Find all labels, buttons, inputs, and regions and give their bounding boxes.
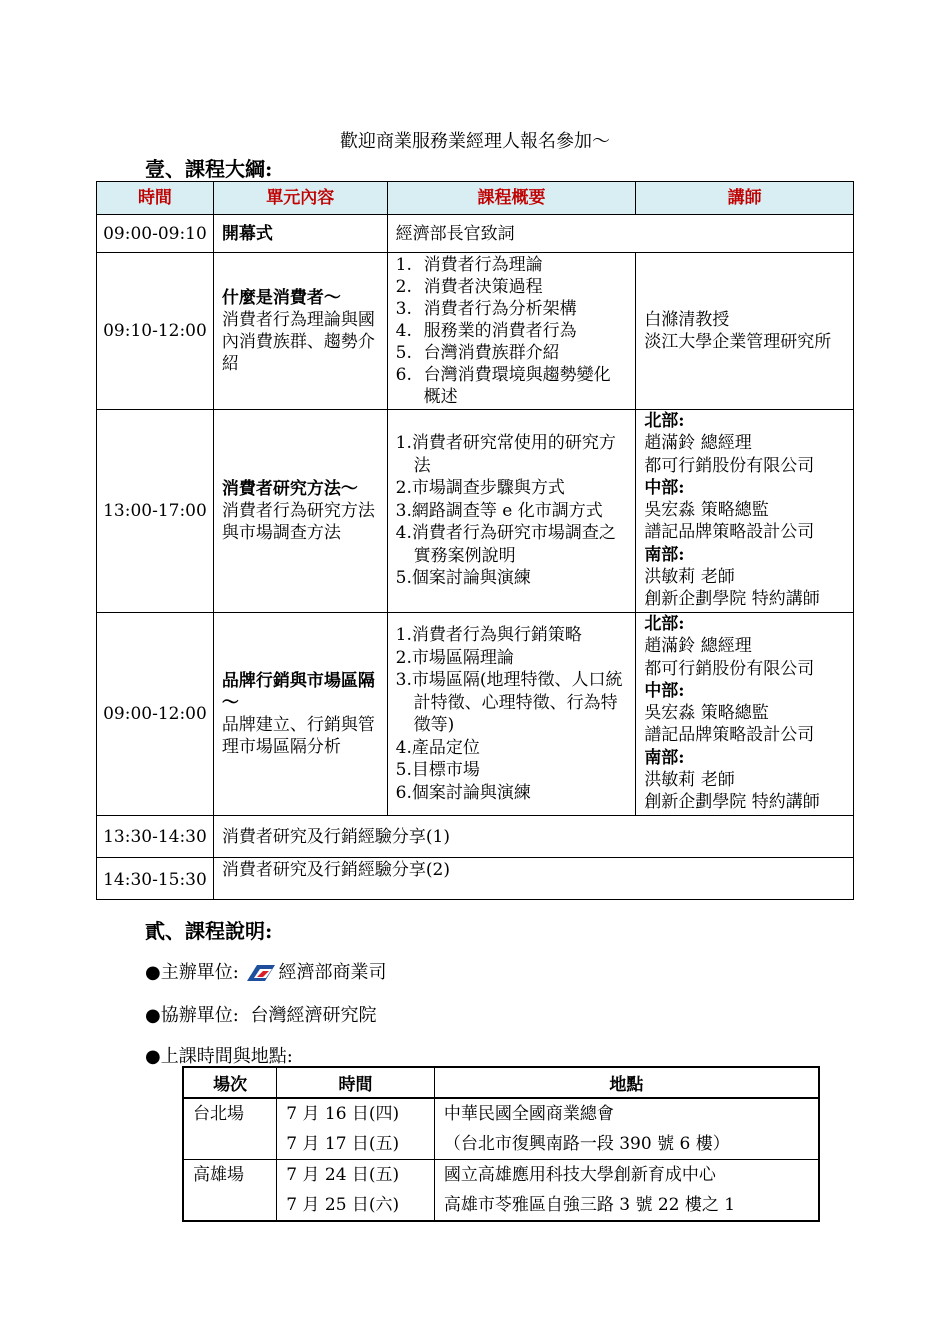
list-item: 5.目標市場	[395, 760, 480, 780]
row-unit-title: 消費者研究方法～	[221, 479, 358, 499]
region-label-central: 中部:	[644, 680, 685, 701]
lecturer-org: 創新企劃學院 特約講師	[644, 589, 820, 610]
schedule-dates	[277, 1160, 435, 1222]
organizer-label: ●主辦單位:	[145, 962, 239, 983]
course-outline-table	[96, 181, 854, 900]
schedule-date: 7 月 25 日(六)	[286, 1195, 400, 1215]
section-title-description: 貳、課程說明:	[145, 919, 273, 943]
schedule-date: 7 月 16 日(四)	[286, 1104, 400, 1124]
lecturer-org: 都可行銷股份有限公司	[644, 658, 815, 679]
row-summary	[387, 613, 636, 816]
organizer-name: 經濟部商業司	[278, 962, 387, 983]
list-item: 4.消費者行為研究市場調查之實務案例說明	[395, 523, 616, 566]
organizer-line	[145, 958, 387, 984]
region-label-north: 北部:	[644, 614, 685, 634]
schedule-session: 高雄場	[183, 1160, 277, 1222]
lecturer-org: 淡江大學企業管理研究所	[644, 332, 832, 352]
list-item: 2.市場區隔理論	[395, 647, 514, 668]
row-unit-title: 開幕式	[213, 215, 387, 253]
table-row	[97, 215, 854, 253]
row-sharing: 消費者研究及行銷經驗分享(1)	[213, 816, 853, 858]
row-unit-desc: 消費者行為理論與國內消費族群、趨勢介紹	[221, 310, 375, 374]
schedule-header-session: 場次	[183, 1067, 277, 1098]
schedule-header-time: 時間	[277, 1067, 435, 1098]
row-lecturer	[636, 253, 854, 410]
schedule-date: 7 月 24 日(五)	[286, 1165, 400, 1185]
row-unit-title: 什麼是消費者～	[221, 288, 341, 308]
header-time: 時間	[97, 182, 214, 215]
list-item: 1.消費者研究常使用的研究方法	[395, 433, 616, 476]
lecturer-name: 洪敏莉 老師	[644, 770, 735, 791]
location-name: 中華民國全國商業總會	[443, 1104, 614, 1124]
list-item: 5. 台灣消費族群介紹	[395, 343, 560, 363]
region-label-north: 北部:	[644, 411, 685, 431]
table-header-row	[97, 182, 854, 215]
list-item: 2.市場調查步驟與方式	[395, 478, 565, 499]
row-unit-title: 品牌行銷與市場區隔～	[221, 671, 375, 713]
lecturer-name: 洪敏莉 老師	[644, 567, 735, 588]
row-unit-desc: 消費者行為研究方法與市場調查方法	[221, 501, 375, 543]
list-item: 3. 消費者行為分析架構	[395, 299, 577, 319]
table-row	[97, 858, 854, 900]
list-item: 1. 消費者行為理論	[395, 255, 543, 275]
row-lecturer	[636, 613, 854, 816]
location-address: （台北市復興南路一段 390 號 6 樓）	[443, 1134, 730, 1154]
ministry-logo-icon	[245, 963, 277, 983]
table-row	[97, 253, 854, 410]
list-item: 4. 服務業的消費者行為	[395, 321, 577, 341]
lecturer-org: 都可行銷股份有限公司	[644, 455, 815, 476]
region-label-south: 南部:	[644, 544, 685, 565]
row-unit	[213, 253, 387, 410]
row-time: 13:30-14:30	[97, 816, 214, 858]
list-item: 3.市場區隔(地理特徵、人口統計特徵、心理特徵、行為特徵等)	[395, 670, 623, 735]
schedule-date: 7 月 17 日(五)	[286, 1134, 400, 1154]
lecturer-name: 吳宏淼 策略總監	[644, 703, 769, 724]
lecturer-org: 譜記品牌策略設計公司	[644, 725, 815, 746]
lecturer-name: 白滌清教授	[644, 310, 730, 330]
region-label-south: 南部:	[644, 747, 685, 768]
schedule-location	[434, 1160, 819, 1222]
table-row	[183, 1160, 819, 1222]
list-item: 6. 台灣消費環境與趨勢變化概述	[395, 365, 611, 407]
header-unit: 單元內容	[213, 182, 387, 215]
row-summary	[387, 253, 636, 410]
row-lecturer	[636, 410, 854, 613]
table-row	[183, 1098, 819, 1160]
table-row	[97, 816, 854, 858]
summary-list	[396, 432, 628, 590]
summary-list	[396, 624, 628, 804]
list-item: 3.網路調查等 e 化市調方式	[395, 500, 603, 521]
row-time: 09:10-12:00	[97, 253, 214, 410]
list-item: 4.產品定位	[395, 737, 480, 758]
location-address: 高雄市苓雅區自強三路 3 號 22 樓之 1	[443, 1195, 736, 1215]
row-time: 13:00-17:00	[97, 410, 214, 613]
schedule-table	[182, 1066, 820, 1222]
row-unit	[213, 410, 387, 613]
row-unit	[213, 613, 387, 816]
row-summary	[387, 410, 636, 613]
schedule-header-location: 地點	[434, 1067, 819, 1098]
row-unit-desc: 品牌建立、行銷與管理市場區隔分析	[221, 715, 375, 757]
header-summary: 課程概要	[387, 182, 636, 215]
lecturer-name: 趙滿鈴 總經理	[644, 636, 752, 657]
schedule-header-row	[183, 1067, 819, 1098]
row-time: 09:00-12:00	[97, 613, 214, 816]
list-item: 2. 消費者決策過程	[395, 277, 543, 297]
row-sharing: 消費者研究及行銷經驗分享(2)	[213, 858, 853, 900]
row-time: 14:30-15:30	[97, 858, 214, 900]
region-label-central: 中部:	[644, 477, 685, 498]
lecturer-org: 譜記品牌策略設計公司	[644, 522, 815, 543]
row-summary: 經濟部長官致詞	[387, 215, 853, 253]
co-organizer-name: 台灣經濟研究院	[250, 1005, 377, 1026]
schedule-session: 台北場	[183, 1098, 277, 1160]
summary-list	[396, 254, 628, 408]
intro-text: 歡迎商業服務業經理人報名參加～	[340, 131, 610, 152]
schedule-label: ●上課時間與地點:	[145, 1046, 293, 1067]
lecturer-org: 創新企劃學院 特約講師	[644, 792, 820, 813]
table-row	[97, 410, 854, 613]
list-item: 1.消費者行為與行銷策略	[395, 625, 582, 645]
list-item: 6.個案討論與演練	[395, 782, 531, 803]
schedule-location	[434, 1098, 819, 1160]
co-organizer-line	[145, 1001, 377, 1027]
location-name: 國立高雄應用科技大學創新育成中心	[443, 1165, 716, 1185]
schedule-dates	[277, 1098, 435, 1160]
section-title-outline: 壹、課程大綱:	[145, 157, 273, 181]
lecturer-name: 吳宏淼 策略總監	[644, 500, 769, 521]
table-row	[97, 613, 854, 816]
row-time: 09:00-09:10	[97, 215, 214, 253]
co-organizer-label: ●協辦單位:	[145, 1005, 239, 1026]
lecturer-name: 趙滿鈴 總經理	[644, 433, 752, 454]
list-item: 5.個案討論與演練	[395, 568, 531, 589]
header-lecturer: 講師	[636, 182, 854, 215]
